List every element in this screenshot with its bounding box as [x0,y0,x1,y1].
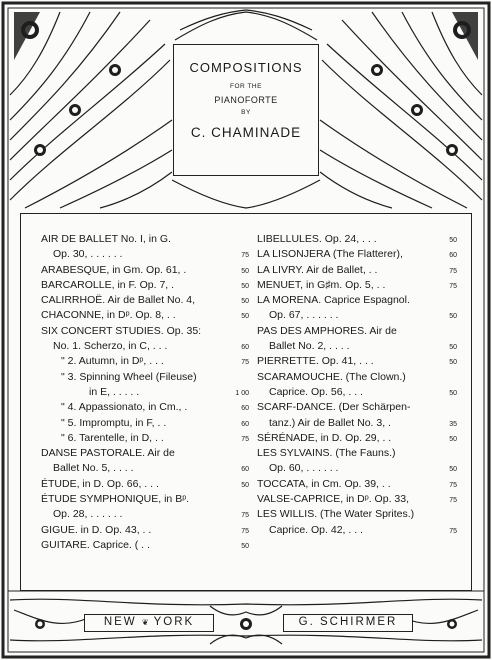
work-entry-text: tanz.) Air de Ballet No. 3, . [269,416,391,429]
work-entry-price: 75 [241,512,249,520]
work-entry-row [41,461,249,476]
work-entry-text: CALIRRHOË. Air de Ballet No. 4, [41,294,196,307]
footer-city-new: NEW [103,616,137,628]
work-entry-price: 50 [241,298,249,306]
work-entry-price: 60 [241,420,249,428]
work-entry-row [41,446,249,461]
work-entry-text: " 6. Tarentelle, in D, . . [61,431,164,444]
work-entry-row [41,247,249,262]
work-entry-text: " 2. Autumn, in Dᵖ, . . . [61,355,164,368]
work-entry-price: 75 [449,527,457,535]
work-entry-row [41,507,249,522]
work-entry-row [41,477,249,492]
work-entry-text: " 3. Spinning Wheel (Fileuse) [61,370,197,383]
work-entry-row [41,339,249,354]
work-entry-row [41,370,249,385]
work-entry-row [257,523,457,538]
work-entry-text: GIGUE. in D. Op. 43, . . [41,523,152,536]
work-entry-text: ÉTUDE SYMPHONIQUE, in Bᵖ. [41,493,190,506]
work-entry-text: LIBELLULES. Op. 24, . . . [257,233,377,245]
work-entry-price: 50 [449,466,457,474]
work-entry-text: Op. 30, . . . . . . [53,248,123,261]
work-entry-row [41,538,249,553]
work-entry-row [257,492,457,507]
work-entry-price: 60 [241,466,249,474]
work-entry-row [41,385,249,400]
work-entry-text: LES WILLIS. (The Water Sprites.) [257,508,415,521]
title-for-the: FOR THE [230,83,262,90]
work-entry-price: 50 [449,237,457,244]
work-entry-text: LES SYLVAINS. (The Fauns.) [257,447,396,460]
ornament-icon: ❦ [141,618,149,627]
work-entry-row [257,416,457,431]
work-entry-price: 50 [449,344,457,352]
work-entry-text: TOCCATA, in Cm. Op. 39, . . [257,477,391,490]
work-entry-price: 75 [241,527,249,535]
work-entry-price: 50 [449,389,457,397]
work-entry-row [41,308,249,323]
work-entry-row [41,523,249,538]
work-entry-text: Ballet No. 2, . . . . [269,340,350,353]
work-entry-text: " 5. Impromptu, in F, . . [61,416,167,429]
work-entry-price: 50 [241,542,249,550]
work-entry-text: CHACONNE, in Dᵖ. Op. 8, . . [41,309,176,322]
work-entry-price: 75 [449,267,457,275]
work-entry-text: PAS DES AMPHORES. Air de [257,324,397,337]
work-entry-text: SÉRÉNADE, in D. Op. 29, . . [257,431,392,444]
work-entry-price: 50 [449,435,457,443]
works-column-left [41,232,249,553]
work-entry-text: Caprice. Op. 42, . . . [269,523,363,536]
works-list-panel [20,213,472,591]
work-entry-price: 1 00 [235,389,249,397]
work-entry-price: 50 [449,313,457,321]
footer-city-box [84,614,214,632]
work-entry-row [257,339,457,354]
work-entry-price: 75 [449,481,457,489]
work-entry-row [257,232,457,247]
title-cartouche [173,44,319,176]
footer-city-york: YORK [153,616,195,628]
work-entry-price: 75 [241,359,249,367]
work-entry-price: 50 [449,359,457,367]
work-entry-text: LA LISONJERA (The Flatterer), [257,248,403,261]
work-entry-text: PIERRETTE. Op. 41, . . . [257,355,374,368]
title-compositions: COMPOSITIONS [189,60,303,75]
work-entry-text: VALSE-CAPRICE, in Dᵖ. Op. 33, [257,493,409,506]
work-entry-row [257,385,457,400]
work-entry-text: " 4. Appassionato, in Cm., . [61,401,188,414]
work-entry-text: SCARF-DANCE. (Der Schärpen- [257,401,411,414]
work-entry-row [257,461,457,476]
work-entry-price: 60 [241,405,249,413]
work-entry-row [41,416,249,431]
work-entry-price: 60 [241,344,249,352]
footer-publisher-box [283,614,413,632]
work-entry-text: GUITARE. Caprice. ( . . [41,538,150,551]
work-entry-price: 75 [241,252,249,260]
work-entry-row [41,492,249,507]
work-entry-text: SCARAMOUCHE. (The Clown.) [257,370,406,383]
work-entry-text: LA LIVRY. Air de Ballet, . . [257,263,378,276]
work-entry-text: No. 1. Scherzo, in C, . . . [53,340,168,353]
work-entry-row [257,324,457,339]
work-entry-price: 35 [449,420,457,428]
work-entry-row [257,354,457,369]
work-entry-price: 50 [241,481,249,489]
work-entry-row [257,400,457,415]
work-entry-price: 75 [449,282,457,290]
work-entry-row [41,293,249,308]
work-entry-price: 50 [241,313,249,321]
work-entry-text: ÉTUDE, in D. Op. 66, . . . [41,477,159,490]
work-entry-text: MENUET, in G♯m. Op. 5, . . [257,278,386,291]
work-entry-text: Ballet No. 5, . . . . [53,462,134,475]
works-column-right [257,232,457,538]
work-entry-text: BARCAROLLE, in F. Op. 7, . [41,278,175,291]
work-entry-text: Op. 28, . . . . . . [53,508,123,521]
title-by: BY [241,109,251,116]
work-entry-text: Op. 60, . . . . . . [269,462,339,475]
work-entry-row [257,370,457,385]
work-entry-row [257,477,457,492]
work-entry-row [257,247,457,262]
work-entry-row [41,324,249,339]
title-composer: C. CHAMINADE [190,125,302,140]
work-entry-row [257,431,457,446]
work-entry-row [257,308,457,323]
work-entry-text: DANSE PASTORALE. Air de [41,447,175,460]
work-entry-row [257,263,457,278]
work-entry-row [41,263,249,278]
title-instrument: PIANOFORTE [214,95,278,105]
work-entry-text: Caprice. Op. 56, . . . [269,385,363,398]
work-entry-text: AIR DE BALLET No. I, in G. [41,233,171,245]
work-entry-row [41,431,249,446]
work-entry-price: 50 [241,282,249,290]
work-entry-text: LA MORENA. Caprice Espagnol. [257,294,410,307]
footer-publisher: G. SCHIRMER [298,616,398,628]
work-entry-row [41,278,249,293]
work-entry-text: SIX CONCERT STUDIES. Op. 35: [41,324,202,337]
work-entry-row [257,278,457,293]
work-entry-row [257,507,457,522]
work-entry-price: 50 [241,267,249,275]
work-entry-row [257,293,457,308]
work-entry-row [41,232,249,247]
work-entry-price: 75 [449,497,457,505]
work-entry-text: ARABESQUE, in Gm. Op. 61, . [41,263,187,276]
work-entry-row [257,446,457,461]
work-entry-row [41,354,249,369]
work-entry-price: 75 [241,435,249,443]
work-entry-text: Op. 67, . . . . . . [269,309,339,322]
work-entry-text: in E, . . . . . [89,385,140,398]
work-entry-row [41,400,249,415]
work-entry-price: 60 [449,252,457,260]
